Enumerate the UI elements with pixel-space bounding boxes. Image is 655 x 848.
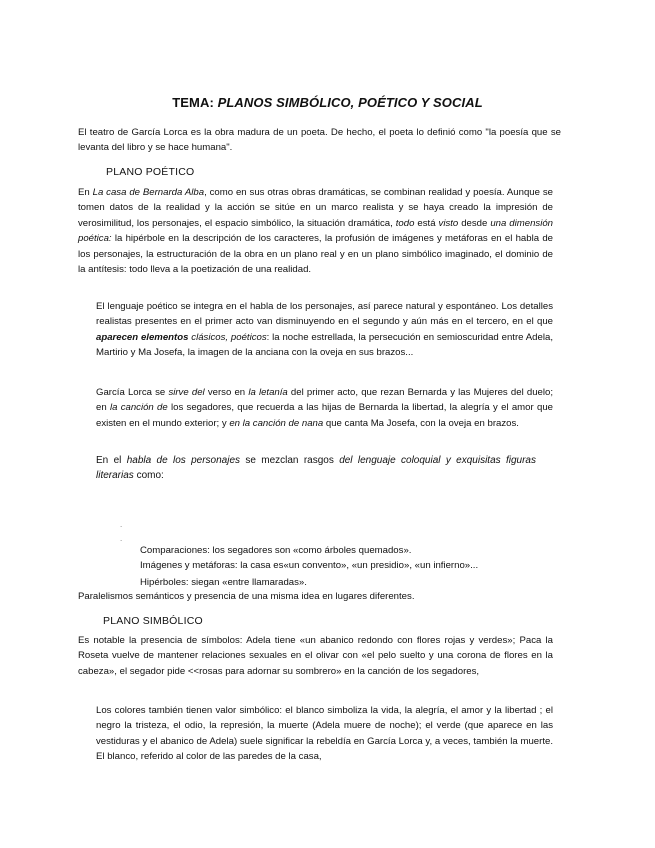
poetico-paragraph-1: En La casa de Bernarda Alba, como en sus otras obras dramáticas, se combinan realidad y poesía. Aunque se tomen datos de la realidad y la acción se sitúe en un marco realista y se haya creado la impresión de verosimilitud, los personajes, el espacio simbólico, la situación dramática, todo está visto desde una dimensión poética: la hipérbole en la descripción de los caracteres, la profusión de imágenes y metáforas en el habla de los personajes, la estructuración de la obra en un plano real y en un plano simbólico imaginado, el dominio de la antítesis: todo lleva a la poetización de una realidad. bbox=[78, 187, 554, 276]
heading-plano-poetico: PLANO POÉTICO bbox=[106, 166, 195, 178]
poetico-paragraph-3: García Lorca se sirve del verso en la letanía del primer acto, que rezan Bernarda y las Mujeres del duelo; en la canción de los segadores, que recuerda a las hijas de Bernarda la libertad, la alegría y el amor que existen en el mundo exterior; y en la canción de nana que canta Ma Josefa, con la oveja en brazos. bbox=[96, 387, 554, 429]
list-bullet-mark: . bbox=[120, 520, 123, 529]
poetico-paragraph-2: El lenguaje poético se integra en el habla de los personajes, así parece natural y espontáneo. Los detalles realistas presentes en el primer acto van disminuyendo en el segundo y aún más en el tercero, en el que aparecen elementos clásicos, poéticos: la noche estrellada, la persecución en semioscuridad entre Adela, Martirio y Ma Josefa, la imagen de la anciana con la oveja en sus brazos... bbox=[96, 301, 553, 359]
list-item-paralelismos: Paralelismos semánticos y presencia de una misma idea en lugares diferentes. bbox=[78, 591, 415, 602]
heading-plano-simbolico: PLANO SIMBÓLICO bbox=[103, 615, 203, 627]
poetico-paragraph-4: En el habla de los personajes se mezclan rasgos del lenguaje coloquial y exquisitas figuras literarias como: bbox=[96, 455, 536, 482]
title-italic: PLANOS SIMBÓLICO, POÉTICO Y SOCIAL bbox=[217, 95, 483, 110]
list-bullet-mark: . bbox=[120, 534, 123, 543]
intro-paragraph: El teatro de García Lorca es la obra madura de un poeta. De hecho, el poeta lo definió como "la poesía que se levanta del libro y se hace humana". bbox=[78, 127, 561, 154]
page-title bbox=[0, 95, 655, 110]
simbolico-paragraph-1: Es notable la presencia de símbolos: Adela tiene «un abanico redondo con flores rojas y verdes»; Paca la Roseta vuelve de mantener relaciones sexuales en el olivar con «el pelo suelto y una corona de flores en la cabeza», el segador pide <<rosas para adornar su sombrero» en la canción de los segadores, bbox=[78, 635, 553, 677]
list-item-hiperboles: Hipérboles: siegan «entre llamaradas». bbox=[140, 577, 307, 588]
title-lead: TEMA: bbox=[172, 95, 218, 110]
list-item-imagenes: Imágenes y metáforas: la casa es«un convento», «un presidio», «un infierno»... bbox=[140, 560, 479, 571]
list-item-comparaciones: Comparaciones: los segadores son «como árboles quemados». bbox=[140, 545, 412, 556]
simbolico-paragraph-2: Los colores también tienen valor simbólico: el blanco simboliza la vida, la alegría, el amor y la libertad ; el negro la tristeza, el odio, la represión, la muerte (Adela muere de noche); el verde (que aparece en las vestiduras y el abanico de Adela) suele significar la rebeldía en García Lorca y, a veces, también la muerte. El blanco, referido al color de las paredes de la casa, bbox=[96, 705, 553, 763]
